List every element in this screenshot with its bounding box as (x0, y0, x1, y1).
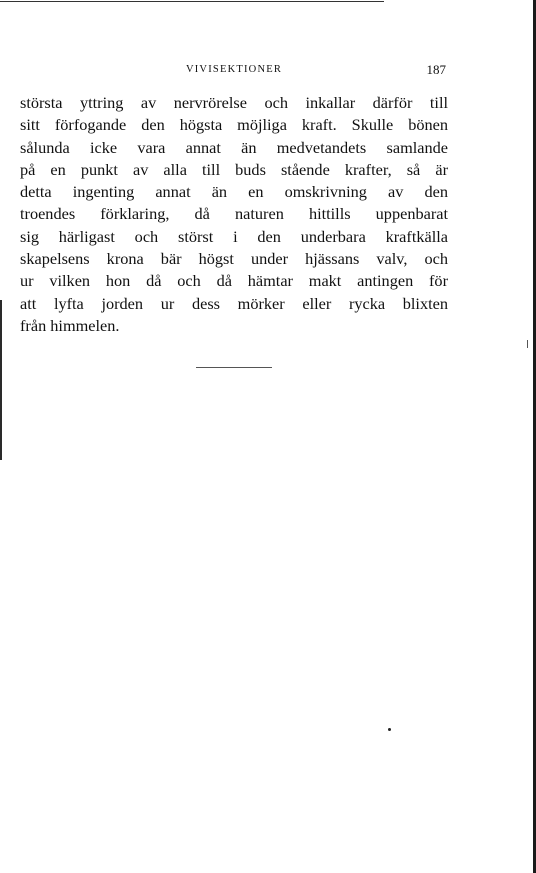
text-line: skapelsens krona bär högst under hjässans valv, och (20, 249, 448, 269)
text-line: att lyfta jorden ur dess mörker eller rycka blixten (20, 293, 448, 313)
body-paragraph (20, 92, 448, 337)
text-line: sitt förfogande den högsta möjliga kraft. Skulle bönen (20, 115, 448, 135)
scan-mark (527, 340, 528, 348)
text-line: på en punkt av alla till buds stående krafter, så är (20, 159, 448, 179)
scan-top-edge (0, 1, 384, 2)
scan-speck (388, 728, 391, 731)
text-line: sig härligast och störst i den underbara kraftkälla (20, 226, 448, 246)
text-line: sålunda icke vara annat än medvetandets samlande (20, 137, 448, 157)
scan-left-edge (0, 300, 2, 460)
text-line: ur vilken hon då och då hämtar makt antingen för (20, 271, 448, 291)
page-header (20, 62, 448, 80)
text-line: från himmelen. (20, 315, 120, 335)
text-line: troendes förklaring, då naturen hittills uppenbarat (20, 204, 448, 224)
running-title: VIVISEKTIONER (185, 64, 283, 75)
page-number: 187 (426, 62, 446, 77)
section-divider (196, 367, 272, 368)
text-line: detta ingenting annat än en omskrivning av den (20, 182, 448, 202)
text-line: största yttring av nervrörelse och inkallar därför till (20, 93, 448, 112)
